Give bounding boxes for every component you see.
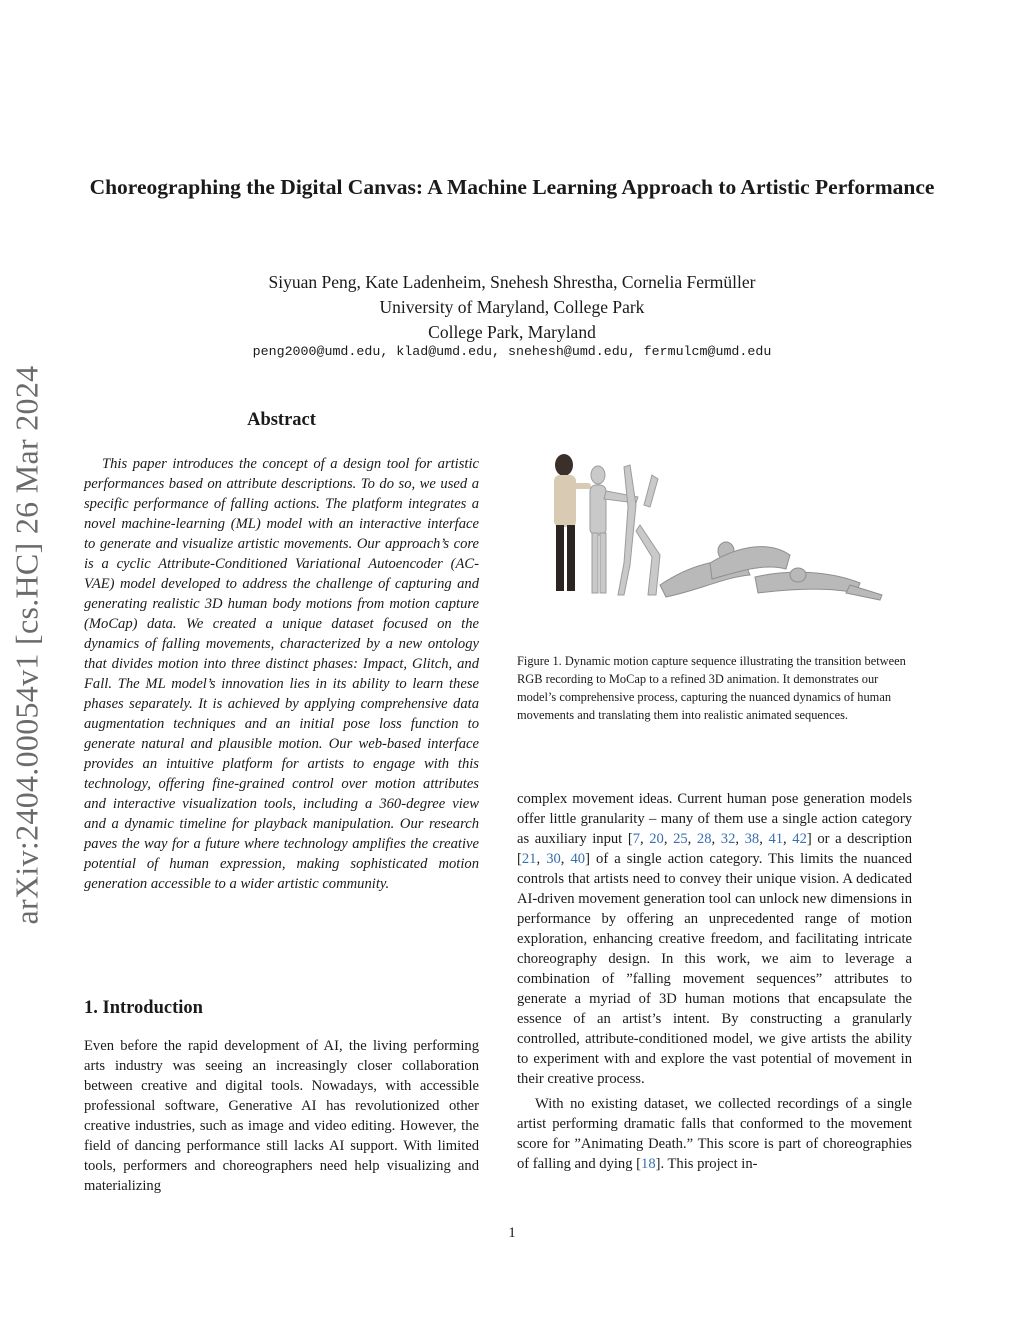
abstract-text: This paper introduces the concept of a design tool for artistic performances based on attribute descriptions. To do so, we used a specific performance of falling actions. The platform integrates a novel machine-learning (ML) model with an interactive interface to generate and visualize artistic movements. Our approach’s core is a cyclic Attribute-Conditioned Variational Autoencoder (AC-VAE) model developed to address the challenge of capturing and generating realistic 3D human body motions from motion capture (MoCap) data. We created a unique dataset focused on the dynamics of falling movements, characterized by a new ontology that divides motion into three distinct phases: Impact, Glitch, and Fall. The ML model’s innovation lies in its ability to learn these phases separately. It is achieved by applying comprehensive data augmentation techniques and an initial pose loss function to generate natural and plausible motion. Our web-based interface provides an intuitive platform for artists to engage with this technology, offering fine-grained control over motion attributes and interactive visualization tools, including a 360-degree view and a dynamic timeline for playback manipulation. Our research paves the way for a future where technology amplifies the creative potential of human expression, making sophisticated motion generation accessible to a wider artistic community. xyxy=(84,456,479,892)
abstract-heading: Abstract xyxy=(247,410,316,430)
location: College Park, Maryland xyxy=(428,322,596,342)
citation-link[interactable]: 28 xyxy=(696,831,712,847)
citation-link[interactable]: 7 xyxy=(632,831,640,847)
author-names: Siyuan Peng, Kate Ladenheim, Snehesh Shrestha, Cornelia Fermüller xyxy=(268,272,756,292)
author-emails[interactable]: peng2000@umd.edu, klad@umd.edu, snehesh@umd.edu, fermulcm@umd.edu xyxy=(252,344,772,359)
citation-link[interactable]: 20 xyxy=(649,831,664,847)
animated-falling-figures xyxy=(660,542,882,600)
citation-link[interactable]: 38 xyxy=(744,831,760,847)
citation-link[interactable]: 41 xyxy=(768,831,784,847)
citation-link[interactable]: 40 xyxy=(570,851,586,867)
paper-title: Choreographing the Digital Canvas: A Machine Learning Approach to Artistic Performance xyxy=(89,175,935,199)
citation-link[interactable]: 32 xyxy=(720,831,736,847)
author-block xyxy=(150,270,874,345)
citation-link[interactable]: 18 xyxy=(641,1156,656,1172)
citation-link[interactable]: 42 xyxy=(792,831,807,847)
mocap-skeleton-figures xyxy=(590,465,660,595)
figure-1-image xyxy=(540,445,890,620)
intro-paragraph-right-2: With no existing dataset, we collected recordings of a single artist performing dramatic falls that conformed to the movement score for ”Animating Death.” This score is part of choreographies of falling and dying [18]. This project in- xyxy=(517,1096,912,1172)
intro-column-right xyxy=(517,789,912,1174)
intro-paragraph-left: Even before the rapid development of AI, the living performing arts industry was seeing an increasingly closer collaboration between creative and digital tools. Nowadays, with accessible professional software, Generative AI has revolutionized other creative industries, such as image and video editing. However, the field of dancing performance still lacks AI support. With limited tools, performers and choreographers need help visualizing and materializing xyxy=(84,1038,479,1194)
citation-link[interactable]: 21 xyxy=(521,851,537,867)
citation-link[interactable]: 30 xyxy=(546,851,561,867)
citation-link[interactable]: 25 xyxy=(673,831,688,847)
page-number: 1 xyxy=(508,1225,516,1241)
affiliation: University of Maryland, College Park xyxy=(379,297,645,317)
rgb-person-figure xyxy=(554,454,591,591)
figure-1-caption: Figure 1. Dynamic motion capture sequence illustrating the transition between RGB recording to MoCap to a refined 3D animation. It demonstrates our model’s comprehensive process, capturing the nuanced dynamics of human movements and translating them into realistic animated sequences. xyxy=(517,654,906,722)
section-heading-introduction: 1. Introduction xyxy=(84,998,203,1018)
intro-paragraph-right-1: complex movement ideas. Current human pose generation models offer little granularity – many of them use a single action category as auxiliary input [7, 20, 25, 28, 32, 38, 41, 42] or a description [21, 30, 40] of a single action category. This limits the nuanced controls that artists need to convey their unique vision. A dedicated AI-driven movement generation tool can unlock new dimensions in performance by offering an unprecedented range of motion exploration, enhancing creative freedom, and facilitating intricate choreography design. In this work, we aim to leverage a combination of ”falling movement sequences” attributes to generate a myriad of 3D human motions that encapsulate the essence of an artist’s intent. By constructing a granularly controlled, attribute-conditioned model, we give artists the ability to experiment with and explore the vast potential of movement in their creative process. xyxy=(517,791,913,1087)
